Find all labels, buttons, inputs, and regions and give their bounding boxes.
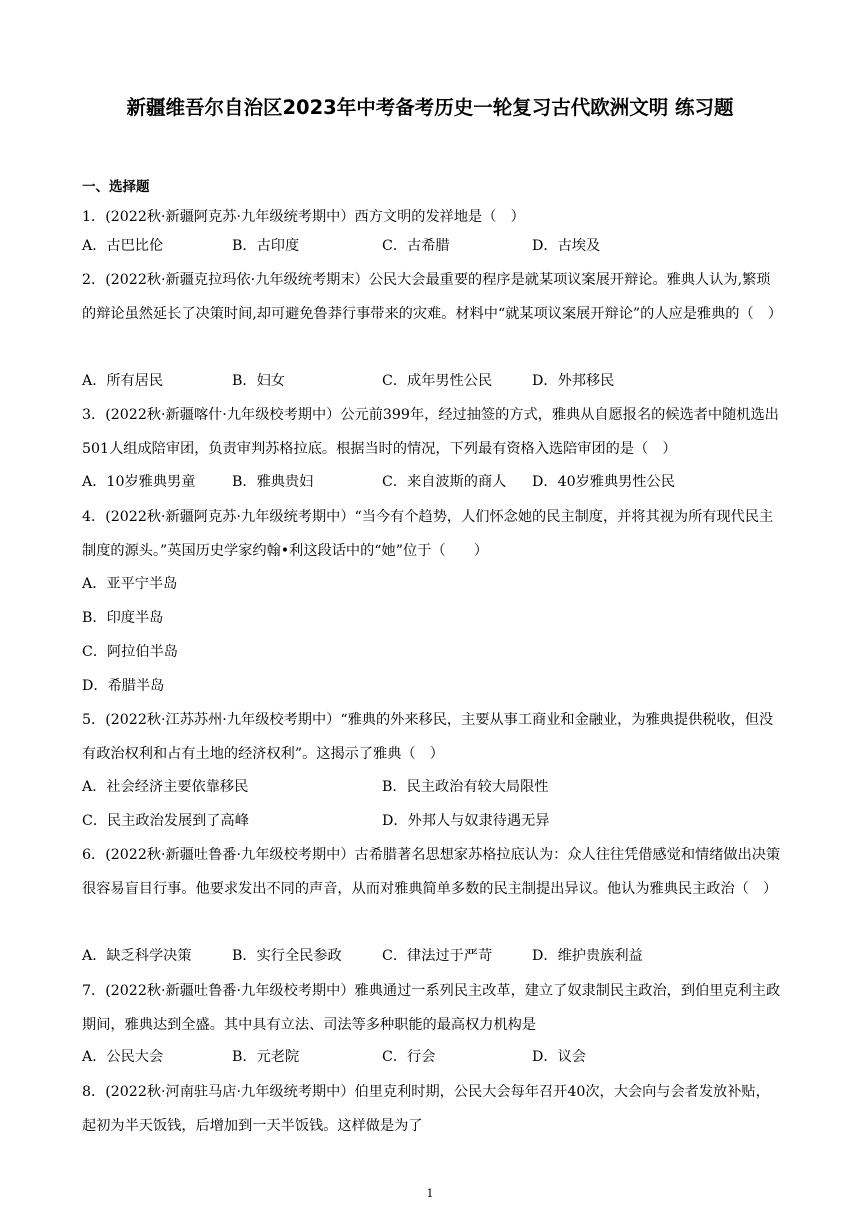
option-a[interactable]: A．10岁雅典男童: [82, 474, 196, 490]
option-b[interactable]: B．元老院: [232, 1049, 300, 1065]
option-b[interactable]: B．印度半岛: [82, 610, 164, 626]
option-b[interactable]: B．实行全民参政: [232, 948, 342, 964]
question-2: 2．(2022秋·新疆克拉玛依·九年级统考期末）公民大会最重要的程序是就某项议案展开辩论。雅典人认为,繁琐的辩论虽然延长了决策时间,却可避免鲁莽行事带来的灾难。材料中“就某项议案展开辩论”的人应是雅典的（ ）: [82, 272, 783, 322]
option-a[interactable]: A．社会经济主要依靠移民: [82, 779, 249, 795]
option-d[interactable]: D．40岁雅典男性公民: [532, 474, 675, 490]
option-c[interactable]: C．来自波斯的商人: [382, 474, 507, 490]
option-c[interactable]: C．阿拉伯半岛: [82, 644, 178, 660]
question-6: 6．(2022秋·新疆吐鲁番·九年级校考期中）古希腊著名思想家苏格拉底认为：众人往往凭借感觉和情绪做出决策很容易盲目行事。他要求发出不同的声音，从而对雅典简单多数的民主制提出异议。他认为雅典民主政治（ ）: [82, 847, 781, 897]
option-b[interactable]: B．民主政治有较大局限性: [382, 779, 549, 795]
option-c[interactable]: C．古希腊: [382, 238, 450, 254]
option-a[interactable]: A．公民大会: [82, 1049, 164, 1065]
question-1: 1．(2022秋·新疆阿克苏·九年级统考期中）西方文明的发祥地是（ ）: [82, 209, 525, 225]
section-heading: 一、选择题: [82, 179, 150, 195]
option-b[interactable]: B．妇女: [232, 373, 285, 389]
option-c[interactable]: C．成年男性公民: [382, 373, 493, 389]
question-4: 4．(2022秋·新疆阿克苏·九年级统考期中）“当今有个趋势，人们怀念她的民主制度，并将其视为所有现代民主制度的源头。”英国历史学家约翰•利这段话中的“她”位于（ ）: [82, 509, 774, 559]
option-d[interactable]: D．议会: [532, 1049, 586, 1065]
option-b[interactable]: B．古印度: [232, 238, 300, 254]
option-b[interactable]: B．雅典贵妇: [232, 474, 314, 490]
option-a[interactable]: A．缺乏科学决策: [82, 948, 192, 964]
option-d[interactable]: D．外邦人与奴隶待遇无异: [382, 813, 550, 829]
option-d[interactable]: D．维护贵族利益: [532, 948, 643, 964]
option-c[interactable]: C．民主政治发展到了高峰: [82, 813, 249, 829]
option-d[interactable]: D．古埃及: [532, 238, 601, 254]
option-d[interactable]: D．外邦移民: [532, 373, 615, 389]
question-3: 3．(2022秋·新疆喀什·九年级校考期中）公元前399年，经过抽签的方式，雅典从自愿报名的候选者中随机选出501人组成陪审团，负责审判苏格拉底。根据当时的情况，下列最有资格入选陪审团的是（ ）: [82, 407, 779, 457]
option-a[interactable]: A．亚平宁半岛: [82, 576, 178, 592]
question-7: 7．(2022秋·新疆吐鲁番·九年级校考期中）雅典通过一系列民主改革，建立了奴隶制民主政治，到伯里克利主政期间，雅典达到全盛。其中具有立法、司法等多种职能的最高权力机构是: [82, 983, 781, 1033]
question-8: 8．(2022秋·河南驻马店·九年级统考期中）伯里克利时期，公民大会每年召开40次，大会向与会者发放补贴，起初为半天饭钱，后增加到一天半饭钱。这样做是为了: [82, 1084, 770, 1134]
option-c[interactable]: C．律法过于严苛: [382, 948, 493, 964]
option-d[interactable]: D．希腊半岛: [82, 678, 165, 694]
question-5: 5．(2022秋·江苏苏州·九年级校考期中）“雅典的外来移民，主要从事工商业和金融业，为雅典提供税收，但没有政治权利和占有土地的经济权利”。这揭示了雅典（ ）: [82, 712, 774, 762]
option-a[interactable]: A．古巴比伦: [82, 238, 164, 254]
option-a[interactable]: A．所有居民: [82, 373, 164, 389]
option-c[interactable]: C．行会: [382, 1049, 436, 1065]
page-title: 新疆维吾尔自治区2023年中考备考历史一轮复习古代欧洲文明 练习题: [126, 96, 734, 119]
page-number: 1: [426, 1187, 434, 1200]
